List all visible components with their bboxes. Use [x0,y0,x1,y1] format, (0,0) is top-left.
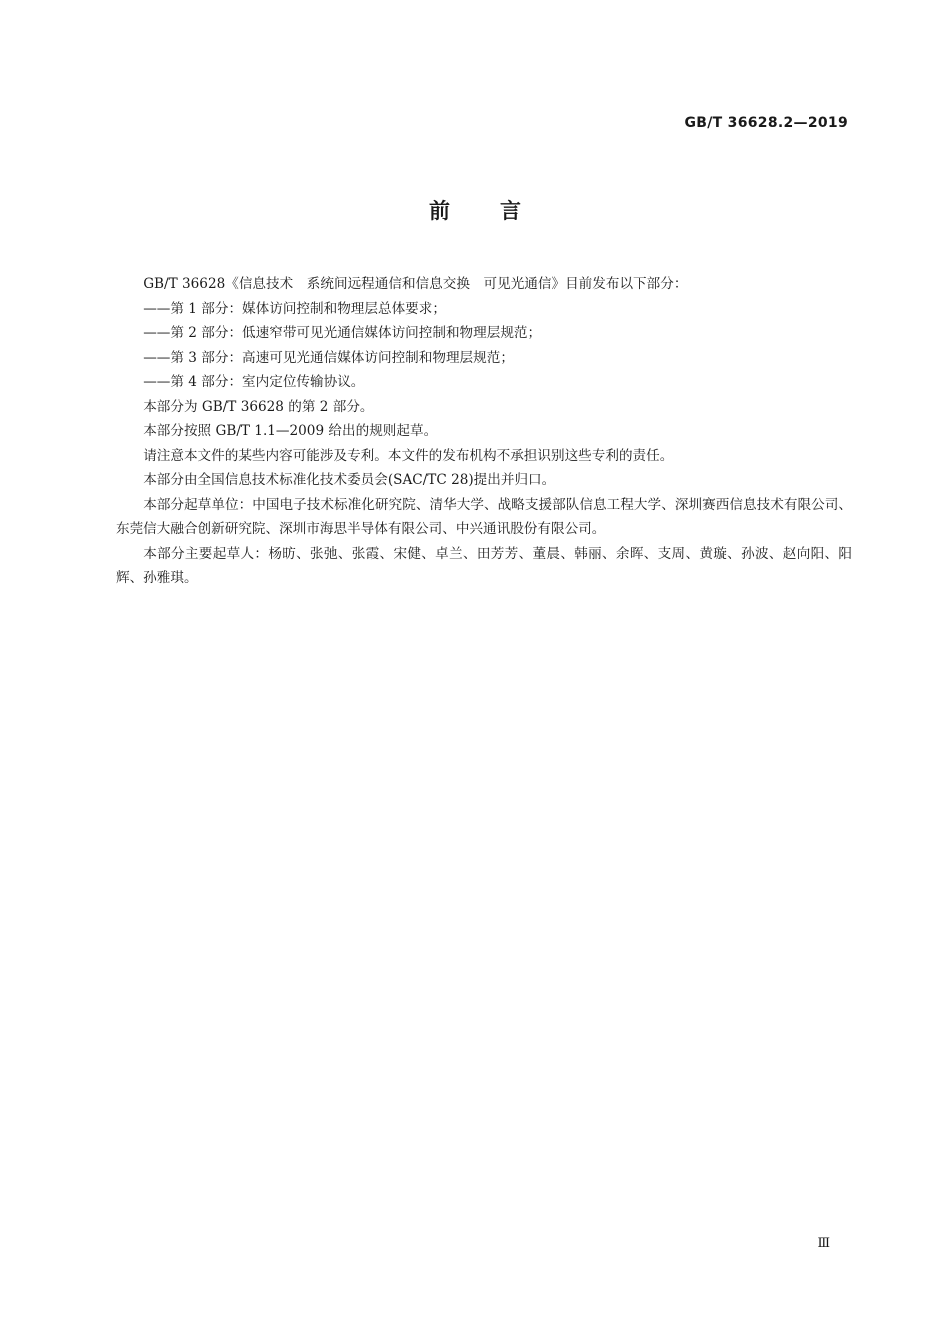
body-text [116,272,852,591]
paragraph-proposer: 本部分由全国信息技术标准化技术委员会(SAC/TC 28)提出并归口。 [143,472,556,488]
paragraph-drafters: 本部分主要起草人：杨昉、张弛、张霞、宋健、卓兰、田芳芳、董晨、韩丽、余晖、支周、黄璇、孙波、赵向阳、阳辉、孙雅琪。 [116,545,852,586]
paragraph-drafting-rules: 本部分按照 GB/T 1.1—2009 给出的规则起草。 [143,423,438,439]
paragraph-drafting-units: 本部分起草单位：中国电子技术标准化研究院、清华大学、战略支援部队信息工程大学、深圳赛西信息技术有限公司、东莞信大融合创新研究院、深圳市海思半导体有限公司、中兴通讯股份有限公司。 [116,496,852,537]
paragraph-part-statement: 本部分为 GB/T 36628 的第 2 部分。 [143,398,374,415]
standard-code: GB/T 36628.2—2019 [684,115,848,131]
list-item-part-1: ——第 1 部分：媒体访问控制和物理层总体要求； [143,300,446,317]
list-item-part-4: ——第 4 部分：室内定位传输协议。 [143,374,365,390]
page-number: Ⅲ [817,1236,830,1251]
paragraph-intro: GB/T 36628《信息技术 系统间远程通信和信息交换 可见光通信》目前发布以下部分： [143,276,688,292]
page-title: 前言 [429,199,571,223]
list-item-part-2: ——第 2 部分：低速窄带可见光通信媒体访问控制和物理层规范； [143,325,542,341]
paragraph-patent-notice: 请注意本文件的某些内容可能涉及专利。本文件的发布机构不承担识别这些专利的责任。 [143,447,674,464]
list-item-part-3: ——第 3 部分：高速可见光通信媒体访问控制和物理层规范； [143,349,514,366]
